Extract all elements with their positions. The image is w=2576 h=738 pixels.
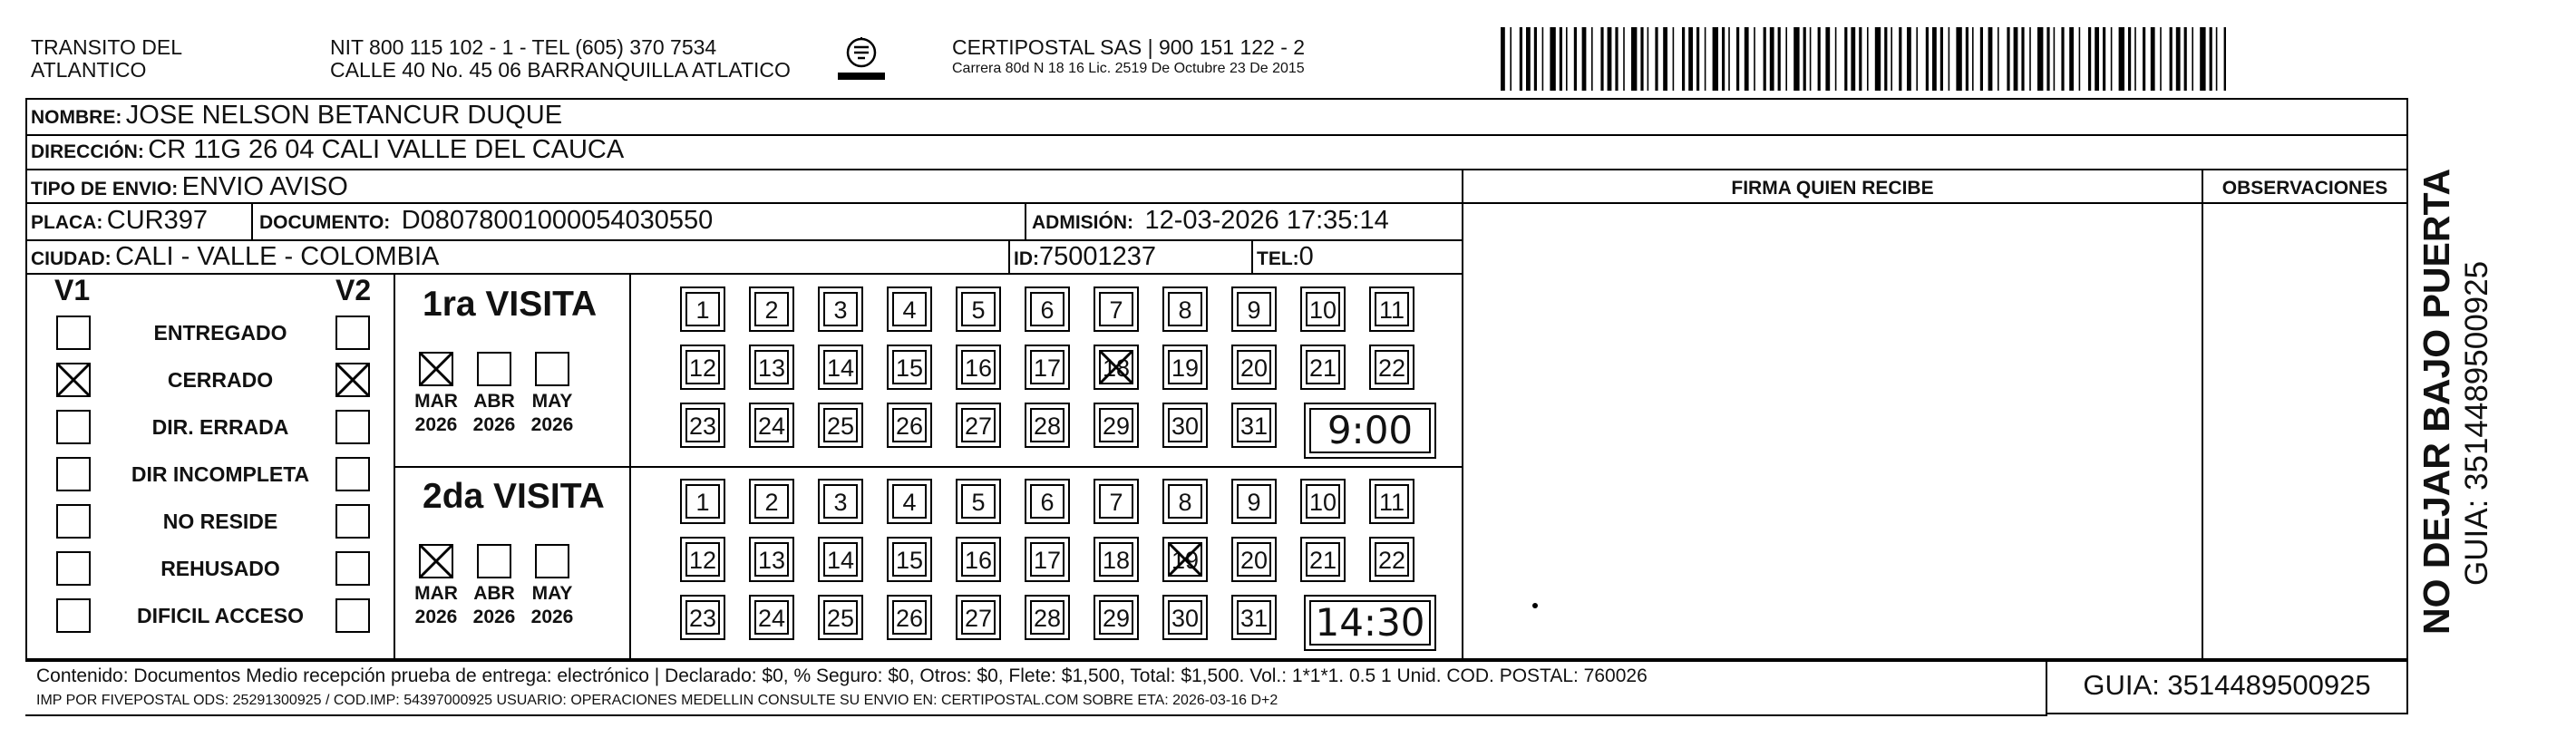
barcode-bar: [1851, 27, 1855, 91]
day-box[interactable]: 4: [892, 292, 927, 326]
barcode-bar: [1510, 27, 1512, 91]
admision-label: ADMISIÓN:: [1032, 212, 1133, 233]
company-info: [952, 36, 1305, 79]
divider: [2202, 170, 2203, 660]
day-box[interactable]: 6: [1030, 484, 1064, 519]
divider: [2406, 170, 2408, 660]
barcode-bar: [2128, 27, 2131, 91]
placa-value: CUR397: [106, 206, 208, 235]
nombre-row: [31, 101, 562, 131]
divider: [251, 203, 253, 239]
barcode-bar: [1623, 27, 1625, 91]
barcode-bar: [2054, 27, 2056, 91]
barcode-bar: [1835, 27, 1837, 91]
divider: [1462, 202, 2408, 204]
day-box[interactable]: 14: [823, 350, 858, 384]
day-box[interactable]: 7: [1099, 292, 1133, 326]
day-box[interactable]: 21: [1306, 542, 1340, 577]
footer-guia: GUIA: 3514489500925: [2083, 669, 2371, 701]
status-option-label: ENTREGADO: [153, 321, 287, 345]
month-checkbox[interactable]: [535, 352, 569, 386]
day-box[interactable]: 2: [754, 484, 789, 519]
day-box[interactable]: 22: [1375, 542, 1409, 577]
barcode: [1501, 27, 2226, 91]
barcode-bar: [1844, 27, 1847, 91]
barcode-bar: [2143, 27, 2145, 91]
day-box[interactable]: 31: [1237, 408, 1271, 442]
tel-value: 0: [1298, 242, 1314, 271]
day-box[interactable]: 11: [1375, 484, 1409, 519]
barcode-bar: [2176, 27, 2181, 91]
v2-checkbox[interactable]: [335, 598, 370, 633]
barcode-bar: [1891, 27, 1892, 91]
barcode-bar: [1793, 27, 1799, 91]
barcode-bar: [2088, 27, 2091, 91]
barcode-bar: [1899, 27, 1901, 91]
barcode-bar: [1648, 27, 1649, 91]
day-box[interactable]: 5: [961, 292, 996, 326]
barcode-bar: [1972, 27, 1974, 91]
barcode-bar: [1916, 27, 1918, 91]
barcode-bar: [1574, 27, 1577, 91]
month-label: ABR 2026: [472, 583, 516, 627]
barcode-bar: [1745, 27, 1749, 91]
day-box[interactable]: 20: [1237, 542, 1271, 577]
status-option-label: DIR. ERRADA: [151, 415, 289, 439]
day-box[interactable]: 25: [823, 408, 858, 442]
visit-title: 2da VISITA: [423, 477, 605, 516]
v1-checkbox[interactable]: [56, 316, 91, 350]
day-box[interactable]: 3: [823, 484, 858, 519]
v1-checkbox[interactable]: [56, 457, 91, 491]
barcode-bar: [2134, 27, 2136, 91]
barcode-bar: [2037, 27, 2043, 91]
documento-row: [259, 206, 713, 236]
day-box[interactable]: 8: [1168, 292, 1202, 326]
barcode-bar: [2069, 27, 2074, 91]
barcode-bar: [2046, 27, 2049, 91]
id-value: 75001237: [1039, 242, 1157, 271]
day-box[interactable]: 28: [1030, 408, 1064, 442]
barcode-bar: [1501, 27, 1505, 91]
barcode-bar: [1785, 27, 1787, 91]
day-box[interactable]: 29: [1099, 600, 1133, 635]
divider: [1251, 240, 1253, 274]
certipostal-logo: [834, 34, 889, 85]
day-box[interactable]: 9: [1237, 292, 1271, 326]
sender-line-2: ATLANTICO: [31, 58, 147, 82]
status-option-label: DIFICIL ACCESO: [136, 604, 304, 627]
month-checkbox[interactable]: [419, 352, 453, 386]
day-box[interactable]: 31: [1237, 600, 1271, 635]
barcode-bar: [1988, 27, 1993, 91]
month-label: MAR 2026: [414, 391, 458, 435]
barcode-bar: [2184, 27, 2187, 91]
day-box[interactable]: 12: [685, 350, 720, 384]
barcode-bar: [1566, 27, 1568, 91]
divider: [394, 466, 1462, 468]
company-address: Carrera 80d N 18 16 Lic. 2519 De Octubre 23 De 2015: [952, 61, 1305, 76]
barcode-bar: [2029, 27, 2031, 91]
barcode-bar: [1673, 27, 1675, 91]
barcode-bar: [1926, 27, 1929, 91]
v2-checkbox[interactable]: [335, 504, 370, 539]
day-box[interactable]: 18: [1099, 542, 1133, 577]
day-box[interactable]: 26: [892, 600, 927, 635]
nombre-value: JOSE NELSON BETANCUR DUQUE: [125, 101, 563, 130]
tel-row: [1257, 242, 1314, 272]
footer-print-line: IMP POR FIVEPOSTAL ODS: 25291300925 / COD.IMP: 54397000925 USUARIO: OPERACIONES MEDELLIN CONSULTE SU ENVIO EN: CERTIPOSTAL.COM SOBRE ETA: 2026-03-16 D+2: [36, 693, 1278, 708]
firma-header: FIRMA QUIEN RECIBE: [1731, 178, 1934, 199]
day-box[interactable]: 4: [892, 484, 927, 519]
direccion-value: CR 11G 26 04 CALI VALLE DEL CAUCA: [148, 135, 625, 164]
day-box[interactable]: 16: [961, 542, 996, 577]
barcode-bar: [1655, 27, 1657, 91]
day-box[interactable]: 28: [1030, 600, 1064, 635]
divider: [1025, 203, 1026, 239]
day-box[interactable]: 1: [685, 484, 720, 519]
barcode-bar: [1640, 27, 1643, 91]
observaciones-header: OBSERVACIONES: [2221, 178, 2388, 199]
tipo-value: ENVIO AVISO: [181, 172, 348, 201]
barcode-bar: [1688, 27, 1693, 91]
day-box[interactable]: 13: [754, 350, 789, 384]
barcode-bar: [1722, 27, 1725, 91]
day-box[interactable]: 2: [754, 292, 789, 326]
tel-label: TEL:: [1257, 248, 1299, 269]
barcode-bar: [1591, 27, 1593, 91]
v1-label: V1: [54, 274, 91, 306]
day-box[interactable]: 17: [1030, 350, 1064, 384]
barcode-bar: [1867, 27, 1869, 91]
day-box[interactable]: 1: [685, 292, 720, 326]
barcode-bar: [2111, 27, 2113, 91]
barcode-bar: [1754, 27, 1755, 91]
barcode-bar: [1949, 27, 1950, 91]
admision-row: [1032, 206, 1389, 236]
admision-value: 12-03-2026 17:35:14: [1144, 206, 1389, 235]
side-guia: GUIA: 3514489500925: [2459, 260, 2494, 586]
footer-content-line: Contenido: Documentos Medio recepción prueba de entrega: electrónico | Declarado: $0, % Seguro: $0, Otros: $0, Flete: $1,500, Total: $1,500. Vol.: 1*1*1. 0.5 1 Unid. COD. POSTAL: 760026: [36, 665, 1648, 686]
footer-guia-box: [2046, 660, 2408, 714]
barcode-bar: [1859, 27, 1862, 91]
ciudad-label: CIUDAD:: [31, 248, 112, 269]
day-box[interactable]: 30: [1168, 600, 1202, 635]
nombre-label: NOMBRE:: [31, 107, 122, 128]
day-box[interactable]: 20: [1237, 350, 1271, 384]
month-checkbox[interactable]: [535, 544, 569, 578]
divider: [25, 714, 2047, 716]
divider: [25, 169, 2408, 170]
barcode-bar: [1956, 27, 1961, 91]
barcode-bar: [1728, 27, 1730, 91]
v2-checkbox[interactable]: [335, 316, 370, 350]
day-box[interactable]: 15: [892, 542, 927, 577]
id-row: [1014, 242, 1156, 272]
ciudad-row: [31, 242, 439, 272]
month-label: MAY 2026: [530, 391, 574, 435]
day-box[interactable]: 24: [754, 408, 789, 442]
month-checkbox[interactable]: [477, 352, 511, 386]
tipo-label: TIPO DE ENVIO:: [31, 179, 179, 199]
day-box[interactable]: 7: [1099, 484, 1133, 519]
tipo-row: [31, 172, 348, 202]
barcode-bar: [1818, 27, 1821, 91]
divider: [25, 202, 1462, 204]
barcode-bar: [1825, 27, 1830, 91]
v1-checkbox[interactable]: [56, 363, 91, 397]
day-box[interactable]: 12: [685, 542, 720, 577]
v2-checkbox[interactable]: [335, 363, 370, 397]
day-box[interactable]: 24: [754, 600, 789, 635]
day-box[interactable]: 30: [1168, 408, 1202, 442]
company-name: CERTIPOSTAL SAS | 900 151 122 - 2: [952, 35, 1306, 59]
month-label: ABR 2026: [472, 391, 516, 435]
month-checkbox[interactable]: [477, 544, 511, 578]
barcode-bar: [2014, 27, 2018, 91]
barcode-bar: [1884, 27, 1887, 91]
sender-info: [330, 36, 791, 82]
day-box[interactable]: 23: [685, 408, 720, 442]
barcode-bar: [1736, 27, 1739, 91]
divider: [25, 273, 1462, 275]
day-box[interactable]: 19: [1168, 542, 1202, 577]
barcode-bar: [1600, 27, 1603, 91]
day-box[interactable]: 21: [1306, 350, 1340, 384]
barcode-bar: [1875, 27, 1881, 91]
barcode-bar: [1998, 27, 1999, 91]
barcode-bar: [2095, 27, 2099, 91]
status-option-label: CERRADO: [167, 368, 274, 392]
v1-checkbox[interactable]: [56, 410, 91, 444]
month-label: MAR 2026: [414, 583, 458, 627]
barcode-bar: [1631, 27, 1637, 91]
visit-title: 1ra VISITA: [423, 285, 598, 324]
barcode-bar: [1526, 27, 1531, 91]
barcode-bar: [1705, 27, 1706, 91]
day-box[interactable]: 10: [1306, 484, 1340, 519]
day-box[interactable]: 25: [823, 600, 858, 635]
day-box[interactable]: 19: [1168, 350, 1202, 384]
day-box[interactable]: 5: [961, 484, 996, 519]
day-box[interactable]: 9: [1237, 484, 1271, 519]
day-box[interactable]: 8: [1168, 484, 1202, 519]
v1-checkbox[interactable]: [56, 598, 91, 633]
barcode-bar: [1560, 27, 1562, 91]
v2-checkbox[interactable]: [335, 410, 370, 444]
barcode-bar: [2151, 27, 2155, 91]
side-warning: NO DEJAR BAJO PUERTA: [2416, 168, 2457, 635]
day-box[interactable]: 22: [1375, 350, 1409, 384]
month-checkbox[interactable]: [419, 544, 453, 578]
barcode-bar: [1940, 27, 1943, 91]
day-box[interactable]: 14: [823, 542, 858, 577]
barcode-bar: [1907, 27, 1911, 91]
barcode-bar: [1696, 27, 1699, 91]
barcode-bar: [1550, 27, 1555, 91]
day-box[interactable]: 26: [892, 408, 927, 442]
documento-label: DOCUMENTO:: [259, 212, 391, 233]
visit-time: 9:00: [1309, 408, 1431, 453]
documento-value: D08078001000054030550: [401, 206, 714, 235]
v2-label: V2: [335, 274, 372, 306]
day-box[interactable]: 3: [823, 292, 858, 326]
barcode-bar: [2160, 27, 2162, 91]
v2-checkbox[interactable]: [335, 551, 370, 586]
v2-checkbox[interactable]: [335, 457, 370, 491]
barcode-bar: [2224, 27, 2226, 91]
barcode-bar: [1764, 27, 1766, 91]
ciudad-value: CALI - VALLE - COLOMBIA: [115, 242, 440, 271]
v1-checkbox[interactable]: [56, 504, 91, 539]
side-panel: [2414, 127, 2523, 635]
barcode-bar: [1810, 27, 1812, 91]
day-box[interactable]: 15: [892, 350, 927, 384]
day-box[interactable]: 18: [1099, 350, 1133, 384]
status-option-label: NO RESIDE: [162, 510, 278, 533]
barcode-bar: [1534, 27, 1537, 91]
day-box[interactable]: 6: [1030, 292, 1064, 326]
day-box[interactable]: 11: [1375, 292, 1409, 326]
visit-time: 14:30: [1309, 600, 1431, 646]
barcode-bar: [1682, 27, 1685, 91]
barcode-bar: [2119, 27, 2124, 91]
v1-checkbox[interactable]: [56, 551, 91, 586]
barcode-bar: [2216, 27, 2218, 91]
day-box[interactable]: 16: [961, 350, 996, 384]
day-box[interactable]: 29: [1099, 408, 1133, 442]
sender-line-1: TRANSITO DEL: [31, 35, 182, 59]
barcode-bar: [1713, 27, 1718, 91]
month-label: MAY 2026: [530, 583, 574, 627]
barcode-bar: [1663, 27, 1667, 91]
barcode-bar: [1608, 27, 1612, 91]
day-box[interactable]: 10: [1306, 292, 1340, 326]
barcode-bar: [2079, 27, 2081, 91]
direccion-row: [31, 135, 624, 165]
barcode-bar: [1520, 27, 1522, 91]
barcode-bar: [2192, 27, 2193, 91]
barcode-bar: [2200, 27, 2205, 91]
barcode-bar: [1966, 27, 1968, 91]
divider: [1462, 170, 1463, 660]
day-box[interactable]: 27: [961, 600, 996, 635]
stray-mark: [1532, 603, 1538, 608]
barcode-bar: [1582, 27, 1587, 91]
barcode-bar: [1778, 27, 1781, 91]
barcode-bar: [2007, 27, 2009, 91]
status-option-label: DIR INCOMPLETA: [131, 462, 310, 486]
direccion-label: DIRECCIÓN:: [31, 141, 144, 162]
barcode-bar: [1770, 27, 1774, 91]
barcode-bar: [2061, 27, 2064, 91]
sender-address: CALLE 40 No. 45 06 BARRANQUILLA ATLATICO: [330, 58, 791, 82]
placa-row: [31, 206, 208, 236]
day-box[interactable]: 17: [1030, 542, 1064, 577]
day-box[interactable]: 27: [961, 408, 996, 442]
day-box[interactable]: 13: [754, 542, 789, 577]
divider: [1008, 240, 1010, 274]
sender-name: [31, 36, 182, 82]
barcode-bar: [2170, 27, 2173, 91]
day-box[interactable]: 23: [685, 600, 720, 635]
status-option-label: REHUSADO: [160, 557, 280, 580]
barcode-bar: [1932, 27, 1937, 91]
barcode-bar: [1980, 27, 1983, 91]
barcode-bar: [1803, 27, 1806, 91]
sender-nit: NIT 800 115 102 - 1 - TEL (605) 370 7534: [330, 35, 717, 59]
placa-label: PLACA:: [31, 212, 103, 233]
barcode-bar: [1615, 27, 1618, 91]
barcode-bar: [2021, 27, 2024, 91]
barcode-bar: [2210, 27, 2212, 91]
barcode-bar: [2103, 27, 2105, 91]
barcode-bar: [1542, 27, 1544, 91]
divider: [25, 239, 1462, 241]
id-label: ID:: [1014, 248, 1039, 269]
